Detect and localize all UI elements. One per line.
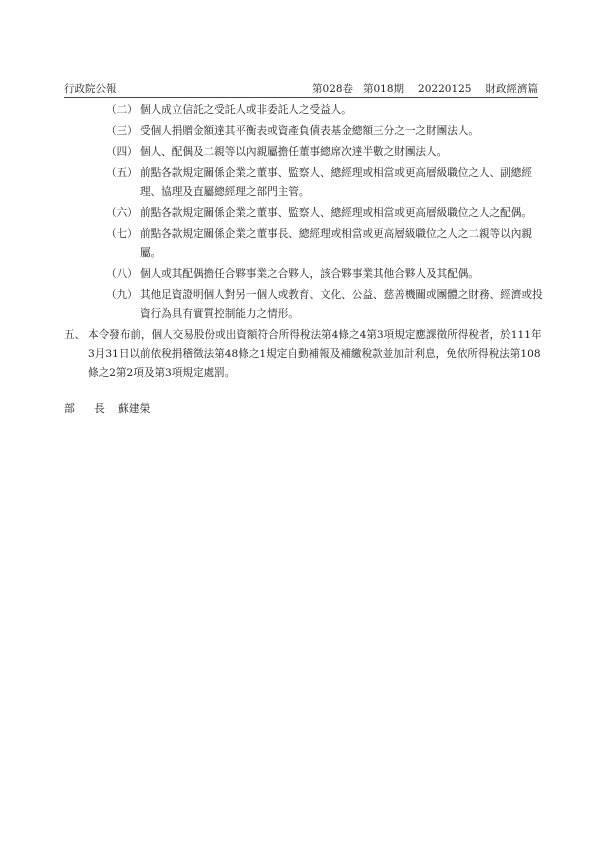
item-number: （九） <box>106 289 138 301</box>
item-number: （六） <box>106 207 138 219</box>
item-text: 個人成立信託之受託人或非委託人之受益人。 <box>140 104 352 116</box>
item-text: 個人或其配偶擔任合夥事業之合夥人，該合夥事業其他合夥人及其配偶。 <box>140 268 479 280</box>
date-label: 20220125 <box>418 83 472 95</box>
issue-label: 第018期 <box>363 83 405 95</box>
list-item <box>64 265 544 284</box>
item-text: 個人、配偶及二親等以內親屬擔任董事總席次達半數之財團法人。 <box>140 146 448 158</box>
category-label: 財政經濟篇 <box>485 83 538 95</box>
signatory-name: 蘇建榮 <box>118 402 151 415</box>
document-body <box>64 101 544 418</box>
item-text: 受個人捐贈金額達其平衡表或資產負債表基金總額三分之一之財團法人。 <box>140 125 479 137</box>
section-five <box>64 326 544 383</box>
item-text: 前點各款規定關係企業之董事、監察人、總經理或相當或更高層級職位之人、副總經理、協理及直屬總經理之部門主管。 <box>140 167 532 198</box>
section-number: 五、 <box>64 329 86 341</box>
list-item <box>64 164 544 202</box>
title-char-2: 長 <box>94 402 105 415</box>
signature-block <box>64 399 544 418</box>
list-item <box>64 101 544 120</box>
item-number: （七） <box>106 228 138 240</box>
item-number: （四） <box>106 146 138 158</box>
list-item <box>64 286 544 324</box>
gazette-title: 行政院公報 <box>64 83 117 95</box>
item-number: （二） <box>106 104 138 116</box>
section-text: 本令發布前，個人交易股份或出資額符合所得稅法第4條之4第3項規定應課徵所得稅者，於111年3月31日以前依稅捐稽徵法第48條之1規定自動補報及補繳稅款並加計利息，免依所得稅法第108條之2第2項及第3項規定處罰。 <box>88 329 542 379</box>
item-number: （三） <box>106 125 138 137</box>
list-item <box>64 122 544 141</box>
list-item <box>64 143 544 162</box>
item-text: 前點各款規定關係企業之董事長、總經理或相當或更高層級職位之人之二親等以內親屬。 <box>140 228 532 259</box>
item-number: （八） <box>106 268 138 280</box>
item-text: 前點各款規定關係企業之董事、監察人、總經理或相當或更高層級職位之人之配偶。 <box>140 207 532 219</box>
item-text: 其他足資證明個人對另一個人或教育、文化、公益、慈善機關或團體之財務、經濟或投資行為具有實質控制能力之情形。 <box>140 289 543 320</box>
header-meta <box>302 81 538 96</box>
list-item <box>64 225 544 263</box>
volume-label: 第028卷 <box>311 83 353 95</box>
page-header <box>64 81 538 98</box>
item-number: （五） <box>106 167 138 179</box>
title-char-1: 部 <box>64 402 75 415</box>
list-item <box>64 204 544 223</box>
